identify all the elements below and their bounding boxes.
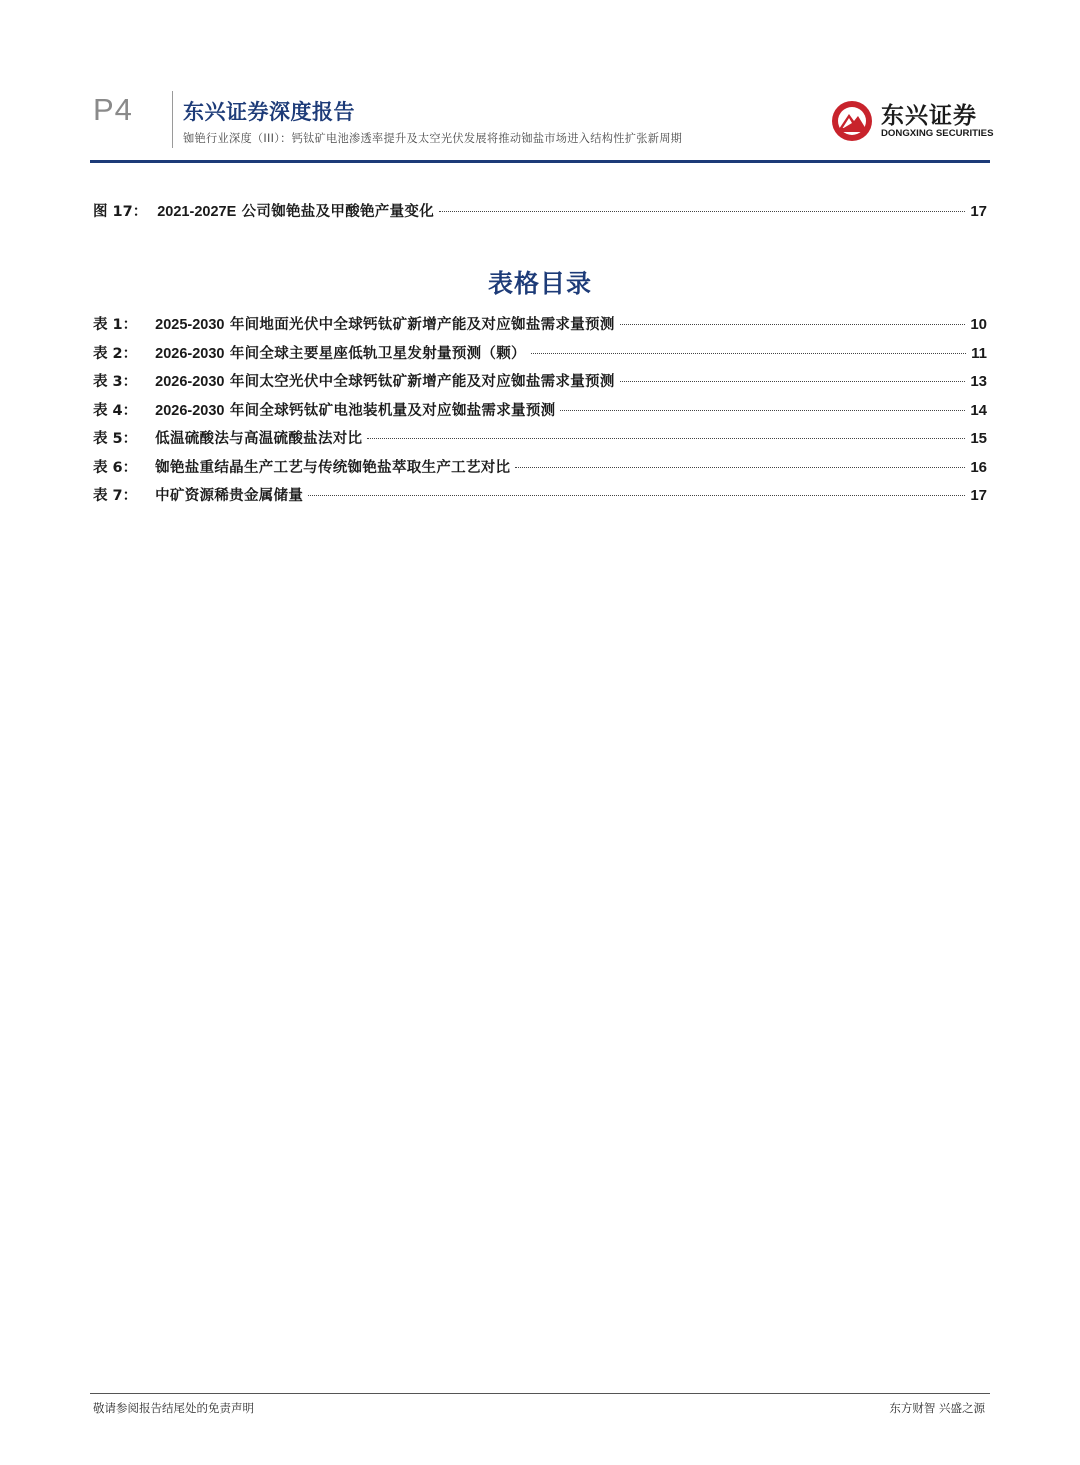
toc-entry-title: 2026-2030 年间全球钙钛矿电池装机量及对应铷盐需求量预测 xyxy=(155,403,556,419)
toc-leader-dots xyxy=(531,353,966,354)
toc-entry-figure-17[interactable] xyxy=(93,200,987,222)
toc-leader-dots xyxy=(620,324,966,325)
toc-entry-table-7[interactable] xyxy=(93,484,987,506)
toc-entry-page: 10 xyxy=(970,316,987,333)
toc-entry-table-4[interactable] xyxy=(93,399,987,421)
toc-entry-title: 中矿资源稀贵金属储量 xyxy=(155,488,304,504)
report-subtitle: 铷铯行业深度（III）：钙钛矿电池渗透率提升及太空光伏发展将推动铷盐市场进入结构性扩张新周期 xyxy=(183,132,683,145)
toc-entry-table-5[interactable] xyxy=(93,427,987,449)
toc-leader-dots xyxy=(515,467,965,468)
toc-entry-page: 13 xyxy=(970,373,987,390)
toc-entry-label: 图 17： xyxy=(93,204,148,220)
toc-leader-dots xyxy=(560,410,965,411)
toc-entry-label: 表 1： xyxy=(93,317,138,333)
toc-entry-page: 14 xyxy=(970,402,987,419)
report-title: 东兴证券深度报告 xyxy=(183,100,355,124)
company-logo xyxy=(830,97,995,145)
header-divider xyxy=(172,91,173,148)
table-list-heading: 表格目录 xyxy=(487,269,592,298)
toc-entry-label: 表 7： xyxy=(93,488,138,504)
footer-disclaimer: 敬请参阅报告结尾处的免责声明 xyxy=(93,1401,254,1415)
logo-emblem-icon xyxy=(830,99,874,143)
toc-entry-table-1[interactable] xyxy=(93,313,987,335)
toc-entry-page: 15 xyxy=(970,430,987,447)
toc-entry-table-2[interactable] xyxy=(93,342,987,364)
toc-entry-page: 16 xyxy=(970,459,987,476)
logo-text-cn: 东兴证券 xyxy=(881,103,977,129)
toc-entry-title: 2026-2030 年间全球主要星座低轨卫星发射量预测（颗） xyxy=(155,346,526,362)
toc-entry-label: 表 6： xyxy=(93,460,138,476)
toc-entry-table-6[interactable] xyxy=(93,456,987,478)
page-number: P4 xyxy=(93,92,133,127)
footer-slogan: 东方财智 兴盛之源 xyxy=(889,1401,985,1415)
toc-entry-page: 11 xyxy=(971,345,987,362)
toc-entry-title: 铷铯盐重结晶生产工艺与传统铷铯盐萃取生产工艺对比 xyxy=(155,460,511,476)
toc-leader-dots xyxy=(308,495,965,496)
toc-entry-label: 表 5： xyxy=(93,431,138,447)
toc-leader-dots xyxy=(367,438,965,439)
toc-entry-page: 17 xyxy=(970,487,987,504)
toc-entry-table-3[interactable] xyxy=(93,370,987,392)
header-rule xyxy=(90,160,990,163)
toc-entry-label: 表 4： xyxy=(93,403,138,419)
toc-entry-title: 2021-2027E 公司铷铯盐及甲酸铯产量变化 xyxy=(157,204,434,220)
toc-entry-label: 表 3： xyxy=(93,374,138,390)
toc-entry-label: 表 2： xyxy=(93,346,138,362)
footer-rule xyxy=(90,1393,990,1394)
toc-leader-dots xyxy=(439,211,965,212)
logo-text-en: DONGXING SECURITIES xyxy=(881,128,994,139)
toc-entry-title: 2026-2030 年间太空光伏中全球钙钛矿新增产能及对应铷盐需求量预测 xyxy=(155,374,615,390)
toc-entry-title: 2025-2030 年间地面光伏中全球钙钛矿新增产能及对应铷盐需求量预测 xyxy=(155,317,615,333)
toc-leader-dots xyxy=(620,381,966,382)
toc-entry-page: 17 xyxy=(970,203,987,220)
toc-entry-title: 低温硫酸法与高温硫酸盐法对比 xyxy=(155,431,363,447)
